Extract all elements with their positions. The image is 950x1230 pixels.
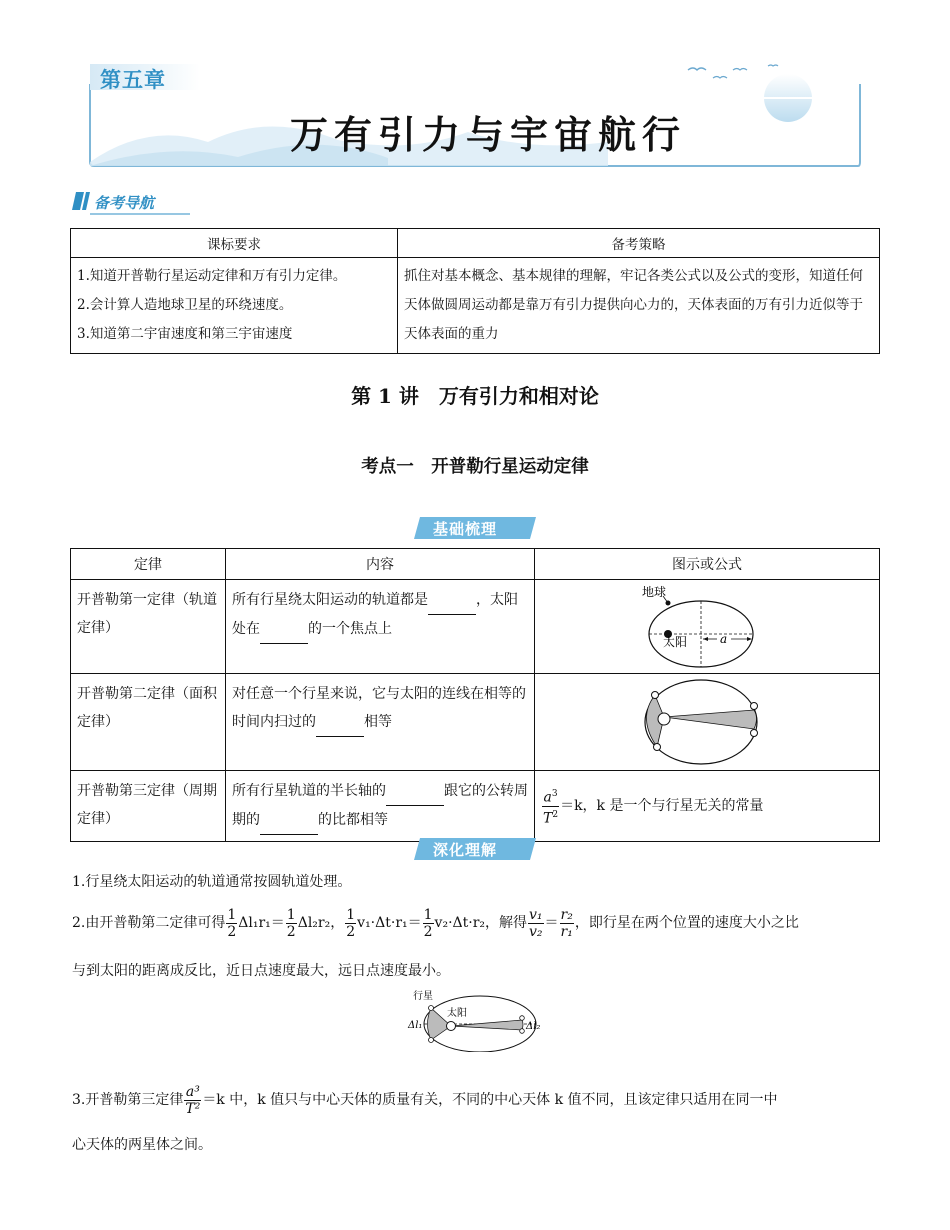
frac-den: 2 — [286, 923, 296, 940]
p2-text: Δl₁r₁＝ — [238, 915, 285, 931]
content-text: 的比都相等 — [318, 812, 388, 828]
frac-num: a — [543, 789, 552, 806]
chapter-number: 第五章 — [100, 68, 166, 92]
sun-label: 太阳 — [447, 1008, 467, 1019]
p3-text: ＝k 中，k 值只与中心天体的质量有关，不同的中心天体 k 值不同，且该定律只适用在同一中 — [202, 1092, 778, 1108]
law-content — [226, 674, 535, 771]
fill-blank — [260, 615, 308, 644]
p2-text: v₁·Δt·r₁＝ — [357, 915, 422, 931]
nav-table — [70, 228, 880, 354]
nav-tag-icon — [72, 190, 94, 212]
frac-num: 1 — [286, 906, 296, 923]
area-law-diagram — [535, 674, 855, 770]
frac-den: 2 — [423, 923, 433, 940]
frac-num: 1 — [346, 906, 356, 923]
frac-num: r₂ — [560, 906, 573, 923]
kepler3-fraction — [542, 786, 559, 826]
fill-blank — [260, 806, 318, 835]
fill-blank — [428, 586, 476, 615]
deep-paragraph-3-cont: 心天体的两星体之间。 — [72, 1137, 212, 1153]
content-text: 的一个焦点上 — [308, 621, 392, 637]
deep-paragraph-1: 1.行星绕太阳运动的轨道通常按圆轨道处理。 — [72, 874, 352, 890]
half-fraction — [226, 907, 237, 940]
frac-den: T² — [185, 1100, 201, 1117]
delta-l2-label: Δl₂ — [526, 1021, 541, 1032]
half-fraction — [345, 907, 356, 940]
requirement-item: 3.知道第二宇宙速度和第三宇宙速度 — [77, 326, 293, 342]
law-formula-cell — [535, 771, 880, 842]
law-content — [226, 771, 535, 842]
deep-paragraph-2 — [72, 904, 882, 942]
column-header: 备考策略 — [398, 229, 880, 258]
fill-blank — [386, 777, 444, 806]
p2-text: ＝ — [544, 915, 559, 931]
law-content — [226, 580, 535, 674]
content-text: 相等 — [364, 714, 392, 730]
frac-num: 1 — [423, 906, 433, 923]
half-fraction — [423, 907, 434, 940]
content-text: 所有行星轨道的半长轴的 — [232, 783, 386, 799]
frac-den: v₂ — [529, 923, 543, 940]
lecture-title: 第 1 讲 万有引力和相对论 — [351, 384, 599, 408]
frac-num-exp: 3 — [551, 788, 558, 799]
frac-num: v₁ — [529, 906, 543, 923]
law-figure-cell — [535, 580, 880, 674]
requirement-item: 2.会计算人造地球卫星的环绕速度。 — [77, 297, 293, 313]
content-text: 跟它的公转周期的 — [232, 783, 528, 828]
formula-text: ＝k，k 是一个与行星无关的常量 — [560, 798, 764, 814]
requirements-cell — [71, 258, 398, 354]
section-title: 考点一 开普勒行星运动定律 — [361, 457, 589, 477]
speed-ratio-diagram — [400, 988, 550, 1052]
chapter-title: 万有引力与宇宙航行 — [290, 112, 687, 157]
deep-label: 深化理解 — [433, 841, 498, 859]
law-name: 开普勒第三定律（周期定律） — [71, 771, 226, 842]
column-header: 图示或公式 — [535, 549, 880, 580]
law-figure-cell — [535, 674, 880, 771]
deep-paragraph-3 — [72, 1080, 882, 1120]
p2-text: v₂·Δt·r₂，解得 — [434, 915, 528, 931]
nav-section-label: 备考导航 — [94, 194, 155, 212]
nav-underline — [90, 212, 190, 216]
strategy-cell: 抓住对基本概念、基本规律的理解，牢记各类公式以及公式的变形，知道任何天体做圆周运动都是靠万有引力提供向心力的，天体表面的万有引力近似等于天体表面的重力 — [398, 258, 880, 354]
kepler-law-table — [70, 548, 880, 842]
p3-text: 3.开普勒第三定律 — [72, 1092, 184, 1108]
radius-ratio — [560, 907, 574, 940]
law-name: 开普勒第二定律（面积定律） — [71, 674, 226, 771]
frac-num: a³ — [185, 1083, 200, 1100]
half-fraction — [286, 907, 297, 940]
delta-l1-label: Δl₁ — [408, 1020, 423, 1031]
ellipse-orbit-diagram — [535, 580, 855, 672]
frac-den: r₁ — [560, 923, 573, 940]
kepler3-fraction — [184, 1084, 201, 1117]
content-text: 所有行星绕太阳运动的轨道都是 — [232, 592, 428, 608]
fill-blank — [316, 708, 364, 737]
velocity-ratio — [528, 907, 544, 940]
basics-label: 基础梳理 — [433, 520, 498, 538]
law-name: 开普勒第一定律（轨道定律） — [71, 580, 226, 674]
column-header: 课标要求 — [71, 229, 398, 258]
content-text: ，太阳处在 — [232, 592, 518, 637]
deep-paragraph-2-cont: 与到太阳的距离成反比，近日点速度最大，远日点速度最小。 — [72, 963, 450, 979]
frac-num: 1 — [227, 906, 237, 923]
requirement-item: 1.知道开普勒行星运动定律和万有引力定律。 — [77, 268, 347, 284]
planet-label: 行星 — [413, 991, 433, 1002]
column-header: 内容 — [226, 549, 535, 580]
sun-label: 太阳 — [663, 635, 688, 649]
p2-text: ，即行星在两个位置的速度大小之比 — [574, 915, 799, 931]
content-text: 对任意一个行星来说，它与太阳的连线在相等的时间内扫过的 — [232, 686, 526, 730]
frac-den: 2 — [346, 923, 356, 940]
p2-text: Δl₂r₂， — [297, 915, 345, 931]
frac-den-exp: 2 — [552, 809, 559, 820]
frac-den: 2 — [227, 923, 237, 940]
p2-text: 2.由开普勒第二定律可得 — [72, 915, 226, 931]
semi-axis-label: a — [720, 632, 728, 646]
earth-label: 地球 — [642, 585, 667, 599]
column-header: 定律 — [71, 549, 226, 580]
frac-den: T — [543, 810, 553, 827]
